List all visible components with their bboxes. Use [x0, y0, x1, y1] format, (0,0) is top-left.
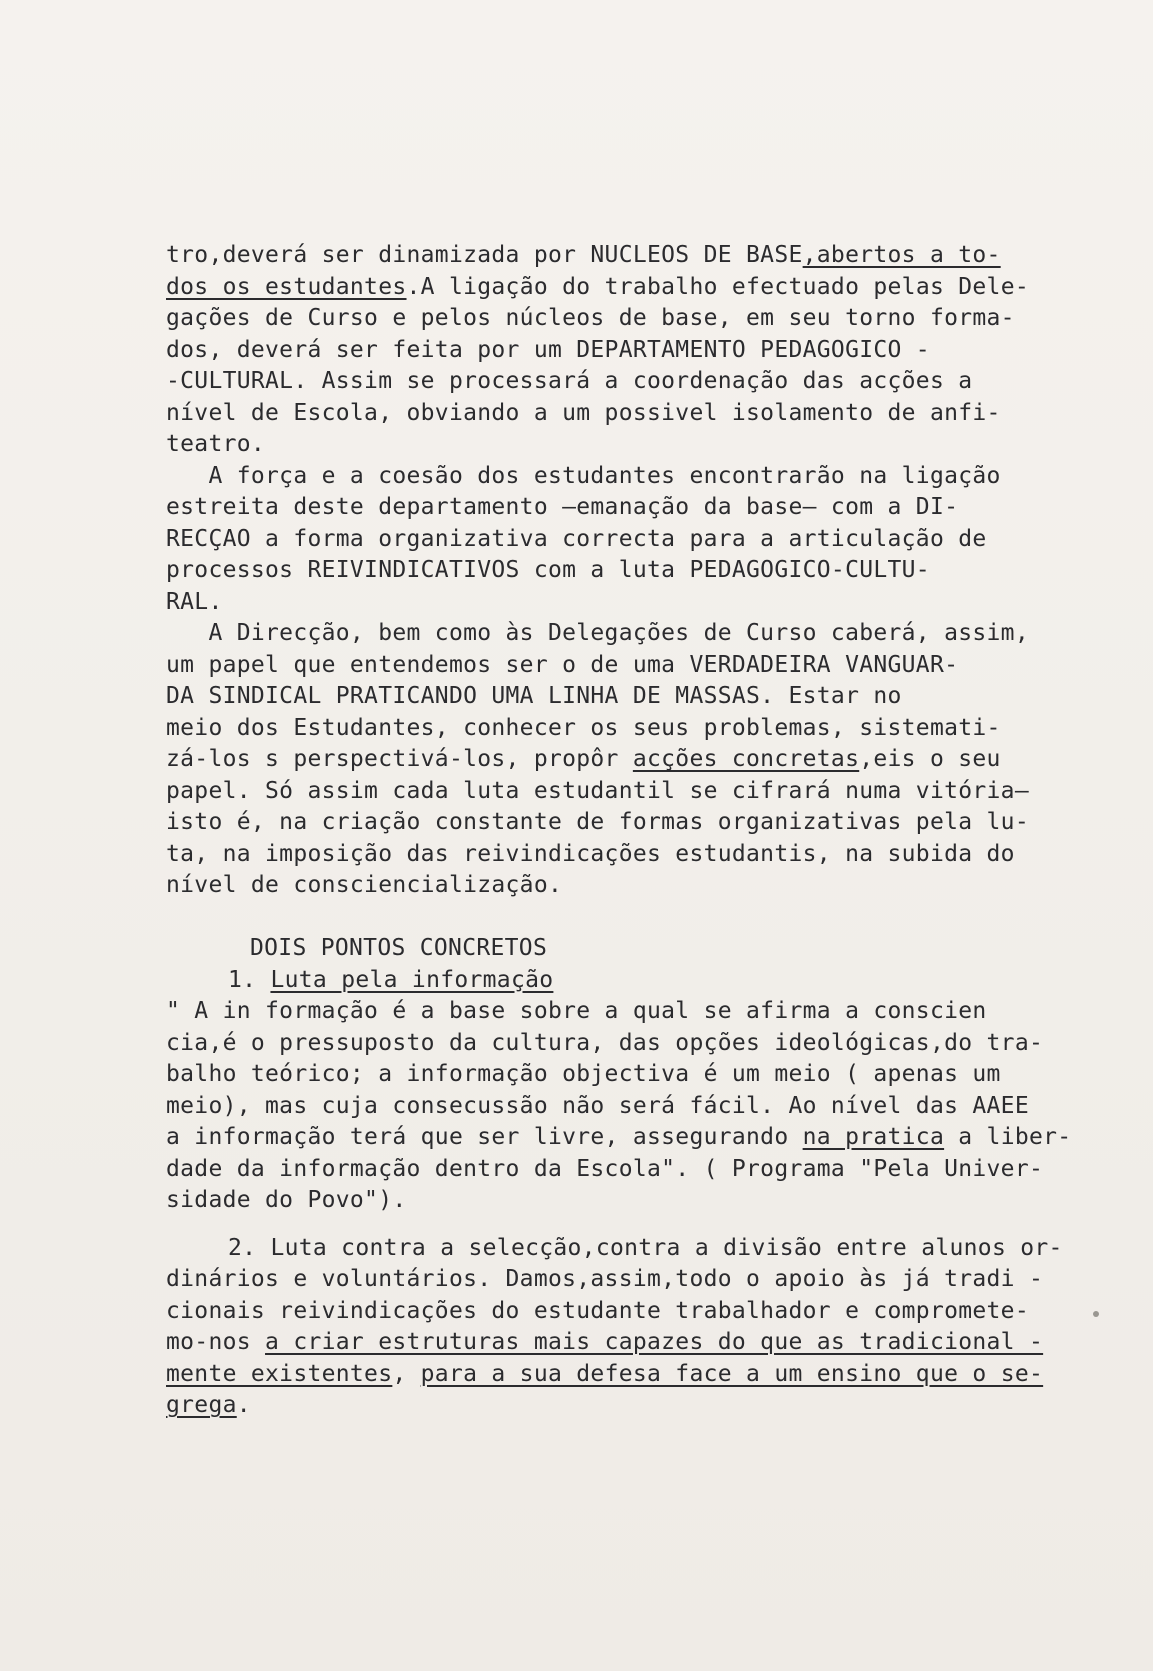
- item-1-line-6: dade da informação dentro da Escola". ( Programa "Pela Univer-: [166, 1155, 1044, 1182]
- p3-line-9: nível de consciencialização.: [166, 872, 563, 898]
- p2-line-5: RAL.: [166, 588, 223, 615]
- item-1-title-text: Luta pela informação: [270, 966, 554, 993]
- p3-line-7: isto é, na criação constante de formas organizativas pela lu-: [166, 809, 1029, 835]
- item-1-line-5: [166, 1122, 1072, 1154]
- spacer: [166, 902, 1046, 934]
- item-2-line-2: dinários e voluntários. Damos,assim,todo o apoio às já tradi -: [166, 1266, 1044, 1292]
- item-1-line-3: balho teórico; a informação objectiva é um meio ( apenas um: [166, 1061, 1001, 1087]
- item-1-title: [166, 965, 1046, 997]
- item-1-line-2: cia,é o pressuposto da cultura, das opções ideológicas,do tra-: [166, 1029, 1044, 1056]
- item-1-line-7: sidade do Povo").: [166, 1187, 407, 1213]
- underlined-phrase: para a sua defesa face a um ensino que o se-: [420, 1360, 1044, 1387]
- item-1-line-1: " A in formação é a base sobre a qual se afirma a conscien: [166, 998, 987, 1024]
- p3-line-5-text: zá-los s perspectivá-los, propôr: [166, 746, 633, 772]
- item-1-line-5-tail: a liber-: [944, 1124, 1072, 1150]
- p3-line-5-tail: ,eis o seu: [859, 746, 1001, 772]
- underlined-phrase: a criar estruturas mais capazes do que as tradicional -: [265, 1329, 1044, 1355]
- p2-line-2: estreita deste departamento —emanação da base— com a DI-: [166, 494, 959, 520]
- item-1-line-5-text: a informação terá que ser livre, assegurando: [166, 1124, 803, 1150]
- underlined-phrase: grega: [166, 1392, 237, 1418]
- item-1-line-4: meio), mas cuja consecussão não será fácil. Ao nível das AAEE: [166, 1092, 1029, 1119]
- p1-line-2-text: .A ligação do trabalho efectuado pelas Dele-: [406, 273, 1029, 300]
- spacer: [166, 1217, 1046, 1233]
- paper-speck: [1093, 1311, 1099, 1317]
- underlined-phrase: acções concretas: [632, 746, 860, 772]
- underlined-phrase: mente existentes: [166, 1360, 393, 1387]
- p1-line-3: gações de Curso e pelos núcleos de base, em seu torno forma-: [166, 305, 1015, 331]
- p3-line-6: papel. Só assim cada luta estudantil se cifrará numa vitória—: [166, 777, 1029, 804]
- underlined-phrase: dos os estudantes: [166, 273, 407, 300]
- item-2-line-5-sep: ,: [392, 1360, 421, 1387]
- item-2-line-4-text: mo-nos: [166, 1329, 266, 1355]
- p1-line-2: [166, 272, 1046, 304]
- section-heading: DOIS PONTOS CONCRETOS: [250, 935, 548, 961]
- p3-line-4: meio dos Estudantes, conhecer os seus problemas, sistemati-: [166, 714, 1001, 741]
- p1-line-1: [166, 240, 1046, 272]
- p3-line-8: ta, na imposição das reivindicações estudantis, na subida do: [166, 840, 1015, 867]
- underlined-phrase: na pratica: [802, 1124, 945, 1150]
- document-body: [166, 240, 1072, 1422]
- item-2-line-5: [166, 1359, 1046, 1391]
- underlined-phrase: ,abertos a to-: [802, 242, 1001, 268]
- p1-line-1-text: tro,deverá ser dinamizada por NUCLEOS DE BASE: [166, 242, 803, 268]
- p3-line-2: um papel que entendemos ser o de uma VERDADEIRA VANGUAR-: [166, 651, 959, 678]
- p1-line-6: nível de Escola, obviando a um possivel isolamento de anfi-: [166, 399, 1001, 426]
- p1-line-7: teatro.: [166, 431, 266, 457]
- p3-line-1: A Direcção, bem como às Delegações de Curso caberá, assim,: [166, 620, 1029, 646]
- item-1-number: 1.: [228, 966, 271, 993]
- p1-line-4: dos, deverá ser feita por um DEPARTAMENTO PEDAGOGICO -: [166, 336, 930, 363]
- p2-line-4: processos REIVINDICATIVOS com a luta PEDAGOGICO-CULTU-: [166, 557, 930, 583]
- p3-line-5: [166, 744, 1046, 776]
- item-2-line-1: 2. Luta contra a selecção,contra a divisão entre alunos or-: [228, 1234, 1063, 1261]
- item-2-line-6: [166, 1390, 1046, 1422]
- item-2-line-6-tail: .: [236, 1392, 251, 1418]
- item-2-line-3: cionais reivindicações do estudante trabalhador e comprometе-: [166, 1297, 1029, 1324]
- p2-line-3: RECÇAO a forma organizativa correcta para a articulação de: [166, 525, 987, 552]
- p2-line-1: A força e a coesão dos estudantes encontrarão na ligação: [166, 462, 1001, 489]
- p1-line-5: -CULTURAL. Assim se processará a coordenação das acções a: [166, 368, 973, 394]
- p3-line-3: DA SINDICAL PRATICANDO UMA LINHA DE MASSAS. Estar no: [166, 683, 902, 709]
- item-2-line-4: [166, 1327, 1046, 1359]
